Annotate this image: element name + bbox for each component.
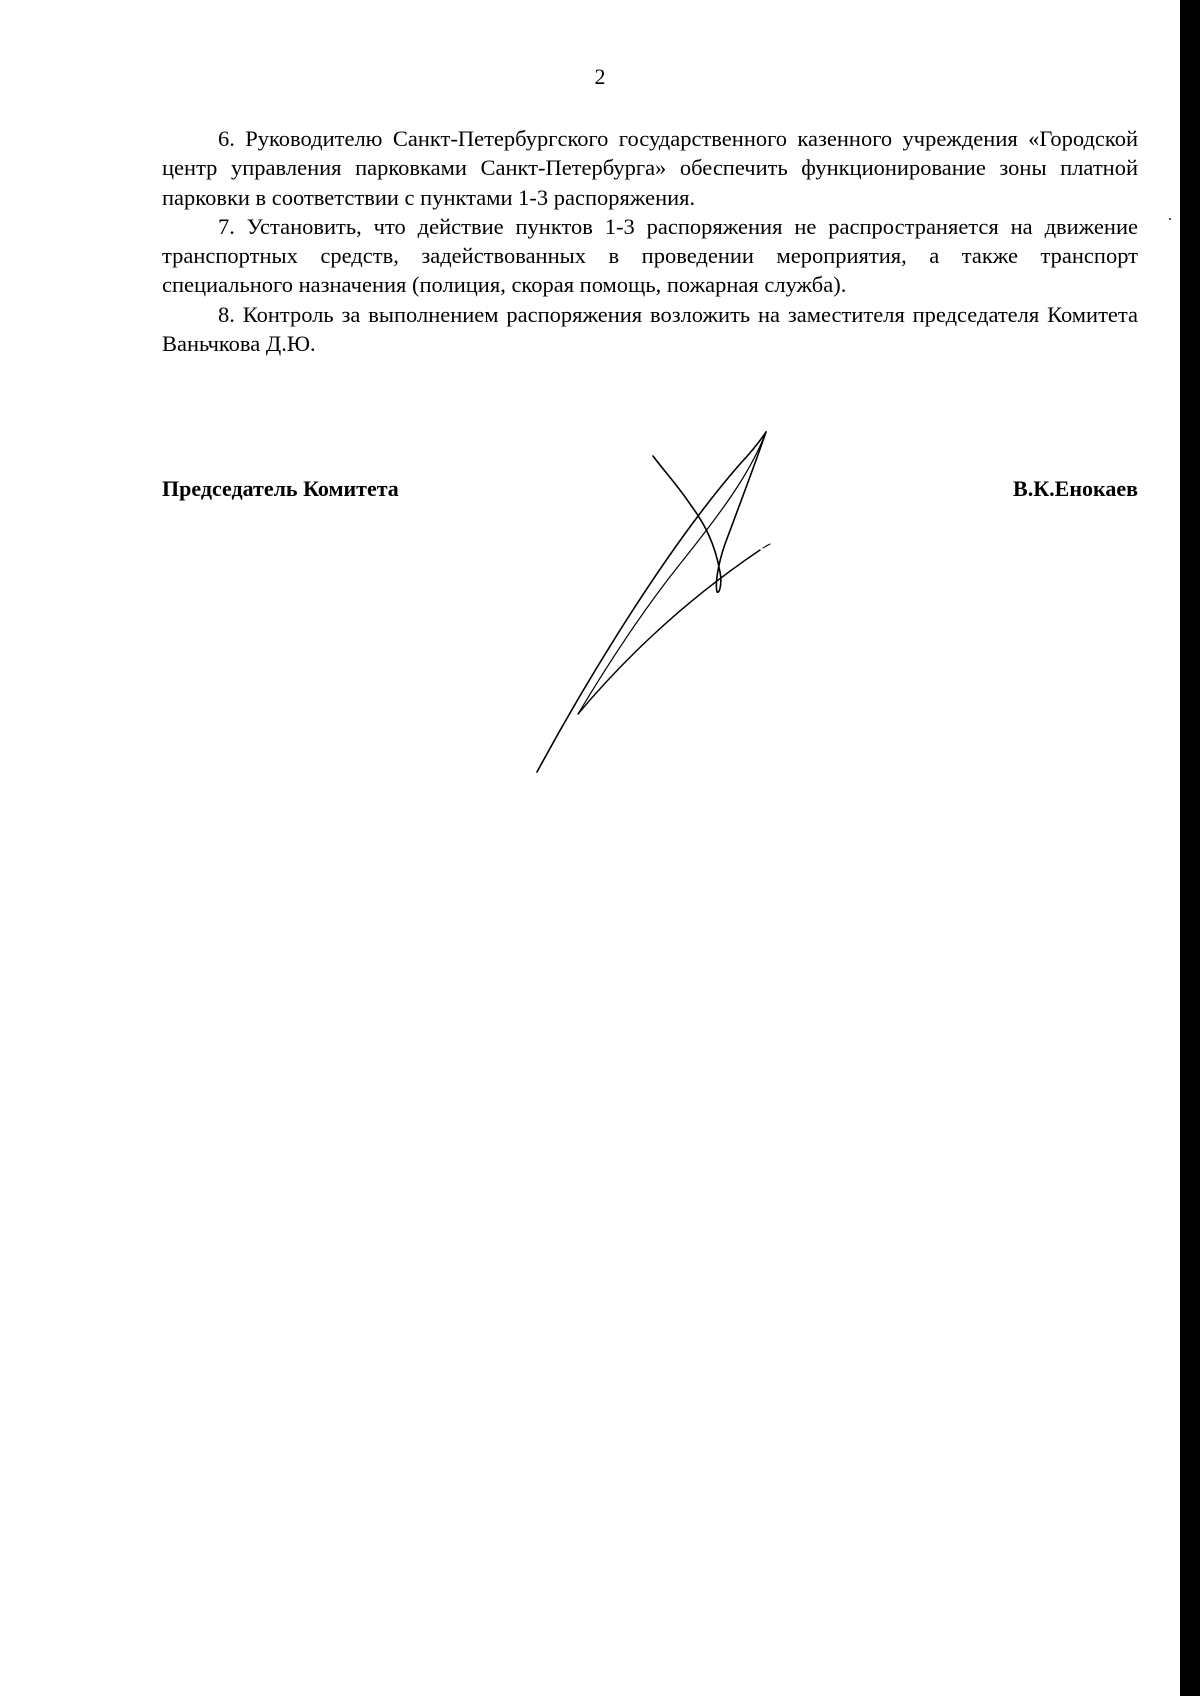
signatory-role: Председатель Комитета bbox=[162, 476, 399, 501]
paragraph-7: 7. Установить, что действие пунктов 1-3 распоряжения не распространяется на движение транспортных средств, задействованных в проведении мероприятия, а также транспорт специального назначения (полиция, скорая помощь, пожарная служба). bbox=[162, 213, 1138, 298]
scan-edge-border bbox=[1180, 0, 1200, 1696]
paragraph-8: 8. Контроль за выполнением распоряжения возложить на заместителя председателя Комитета Ваньчкова Д.Ю. bbox=[162, 301, 1138, 357]
signatory-name: В.К.Енокаев bbox=[1013, 476, 1138, 501]
body-text bbox=[162, 124, 1138, 358]
scan-speck bbox=[1169, 218, 1171, 220]
page-number: 2 bbox=[594, 64, 606, 89]
paragraph-6: 6. Руководителю Санкт-Петербургского государственного казенного учреждения «Городской центр управления парковками Санкт-Петербурга» обеспечить функционирование зоны платной парковки в соответствии с пунктами 1-3 распоряжения. bbox=[162, 126, 1138, 210]
handwritten-signature bbox=[530, 424, 810, 776]
